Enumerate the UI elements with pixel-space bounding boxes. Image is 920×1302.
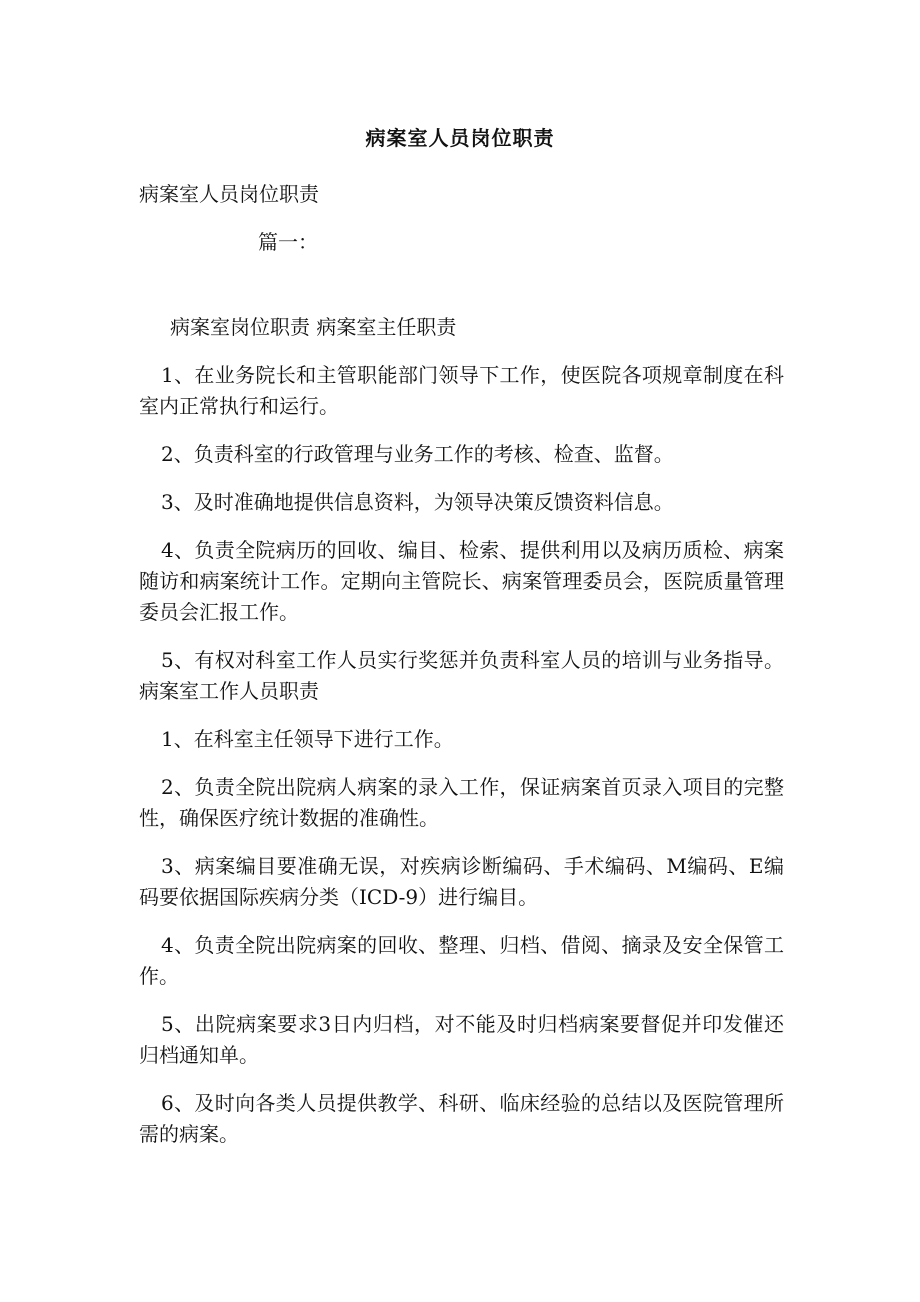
part-label: 篇一：: [258, 230, 318, 254]
paragraph: 3、病案编目要准确无误，对疾病诊断编码、手术编码、M编码、E编码要依据国际疾病分类（ICD-9）进行编目。: [139, 854, 784, 909]
document-subtitle: 病案室人员岗位职责: [139, 182, 319, 206]
document-body: [139, 312, 784, 1167]
paragraph: 5、有权对科室工作人员实行奖惩并负责科室人员的培训与业务指导。 病案室工作人员职责: [139, 648, 784, 703]
paragraph: 1、在科室主任领导下进行工作。: [161, 727, 454, 751]
paragraph: 1、在业务院长和主管职能部门领导下工作，使医院各项规章制度在科室内正常执行和运行。: [139, 363, 784, 418]
paragraph: 2、负责全院出院病人病案的录入工作，保证病案首页录入项目的完整性，确保医疗统计数据的准确性。: [139, 775, 784, 830]
paragraph: 5、出院病案要求3日内归档，对不能及时归档病案要督促并印发催还归档通知单。: [139, 1012, 784, 1067]
paragraph: 4、负责全院病历的回收、编目、检索、提供利用以及病历质检、病案随访和病案统计工作。定期向主管院长、病案管理委员会，医院质量管理委员会汇报工作。: [139, 538, 784, 624]
paragraph: 2、负责科室的行政管理与业务工作的考核、检查、监督。: [161, 442, 674, 466]
section-heading: 病案室岗位职责 病案室主任职责: [170, 315, 457, 339]
paragraph: 4、负责全院出院病案的回收、整理、归档、借阅、摘录及安全保管工作。: [139, 933, 784, 988]
paragraph: 6、及时向各类人员提供教学、科研、临床经验的总结以及医院管理所需的病案。: [139, 1091, 784, 1146]
paragraph: 3、及时准确地提供信息资料，为领导决策反馈资料信息。: [161, 490, 674, 514]
document-title: 病案室人员岗位职责: [365, 126, 555, 150]
